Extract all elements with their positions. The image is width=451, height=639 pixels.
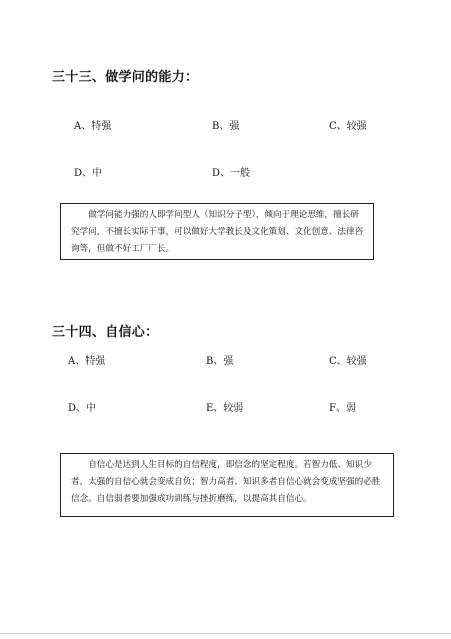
q34-explanation-box	[60, 453, 394, 517]
q33-option-d-2: D、一般	[212, 168, 251, 179]
q33-explanation-box	[60, 203, 374, 260]
q34-option-c: C、较强	[329, 356, 367, 367]
page-bottom-divider	[0, 633, 451, 634]
q34-option-f: F、弱	[329, 403, 356, 414]
question-34-title: 三十四、自信心：	[52, 325, 159, 340]
q33-option-d: D、中	[74, 168, 103, 179]
question-33-title: 三十三、做学问的能力：	[52, 70, 199, 85]
q33-explanation-text: 做学问能力强的人即学问型人（知识分子型），倾向于理论思维，擅长研究学问，不擅长实际干事，可以做好大学教长及文化策划、文化创意、法律咨询等，但做不好工厂厂长。	[71, 210, 364, 254]
q33-option-b: B、强	[212, 121, 240, 132]
q34-option-b: B、强	[206, 356, 234, 367]
q34-explanation-text: 自信心是达到人生目标的自信程度，即信念的坚定程度。若智力低、知识少者，太强的自信心就会变成自负；智力高者、知识多者自信心就会变成坚强的必胜信念。自信弱者要加强成功训练与挫折磨练，以提高其自信心。	[71, 460, 381, 504]
q34-option-a: A、特强	[68, 356, 106, 367]
q34-option-d: D、中	[68, 403, 97, 414]
q33-option-c: C、较强	[329, 121, 367, 132]
q33-option-a: A、特强	[74, 121, 112, 132]
q34-option-e: E、较弱	[206, 403, 244, 414]
